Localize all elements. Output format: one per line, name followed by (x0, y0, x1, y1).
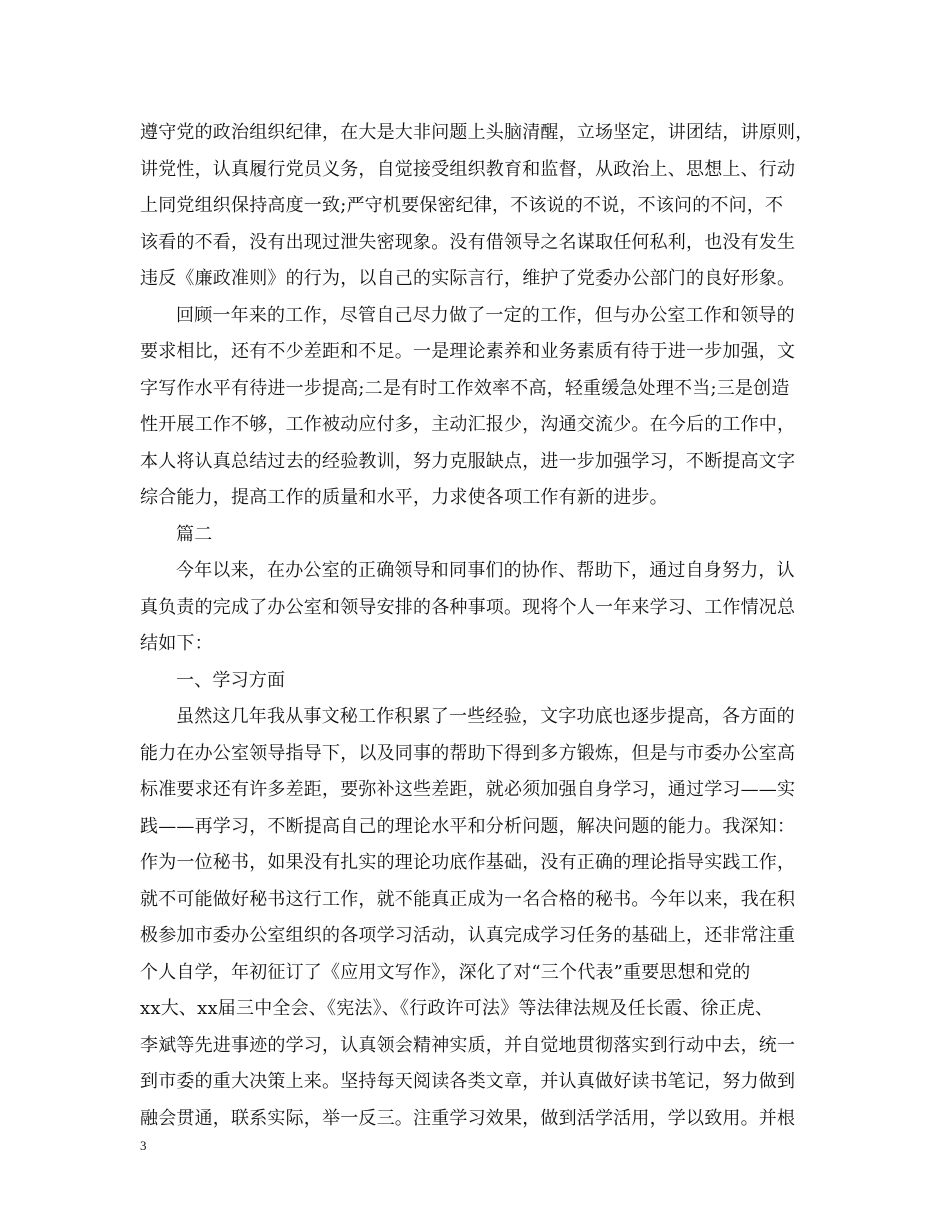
text-line: 个人自学，年初征订了《应用文写作》，深化了对“三个代表”重要思想和党的 (140, 961, 751, 983)
document-body (140, 115, 820, 1137)
text-line: 上同党组织保持高度一致;严守机要保密纪律，不该说的不说，不该问的不问，不 (140, 195, 784, 216)
text-line: 标准要求还有许多差距，要弥补这些差距，就必须加强自身学习，通过学习——实 (140, 779, 796, 800)
page-number: 3 (140, 1138, 147, 1153)
text-line: 回顾一年来的工作，尽管自己尽力做了一定的工作，但与办公室工作和领导的 (176, 304, 795, 326)
text-line: 能力在办公室领导指导下，以及同事的帮助下得到多方锻炼，但是与市委办公室高 (140, 742, 796, 764)
text-line: 讲党性，认真履行党员义务，自觉接受组织教育和监督，从政治上、思想上、行动 (140, 158, 796, 180)
text-line: 结如下： (140, 633, 213, 654)
text-line: 综合能力，提高工作的质量和水平，力求使各项工作有新的进步。 (140, 487, 668, 508)
text-line: 到市委的重大决策上来。坚持每天阅读各类文章，并认真做好读书笔记，努力做到 (140, 1071, 796, 1092)
text-line: 就不可能做好秘书这行工作，就不能真正成为一名合格的秘书。今年以来，我在积 (140, 888, 796, 910)
text-line: 李斌等先进事迹的学习，认真领会精神实质，并自觉地贯彻落实到行动中去，统一 (140, 1034, 796, 1056)
text-line: 违反《廉政准则》的行为，以自己的实际言行，维护了党委办公部门的良好形象。 (140, 268, 796, 289)
text-line: 一、学习方面 (176, 669, 286, 691)
text-line: 要求相比，还有不少差距和不足。一是理论素养和业务素质有待于进一步加强，文 (140, 341, 796, 362)
text-line: 践——再学习，不断提高自己的理论水平和分析问题，解决问题的能力。我深知： (140, 815, 796, 837)
text-line: 字写作水平有待进一步提高;二是有时工作效率不高，轻重缓急处理不当;三是创造 (140, 377, 790, 399)
text-line: 融会贯通，联系实际，举一反三。注重学习效果，做到活学活用，学以致用。并根 (140, 1107, 796, 1129)
text-line: 本人将认真总结过去的经验教训，努力克服缺点，进一步加强学习，不断提高文字 (140, 450, 796, 472)
text-line: 真负责的完成了办公室和领导安排的各种事项。现将个人一年来学习、工作情况总 (140, 596, 796, 618)
text-line: 该看的不看，没有出现过泄失密现象。没有借领导之名谋取任何私利，也没有发生 (140, 231, 796, 253)
text-line: 遵守党的政治组织纪律，在大是大非问题上头脑清醒，立场坚定，讲团结，讲原则， (140, 122, 814, 143)
text-line: 篇二 (176, 523, 213, 545)
text-line: xx大、xx届三中全会、《宪法》、《行政许可法》等法律法规及任长霞、徐正虎、 (140, 998, 774, 1019)
text-line: 极参加市委办公室组织的各项学习活动，认真完成学习任务的基础上，还非常注重 (140, 925, 796, 946)
text-line: 虽然这几年我从事文秘工作积累了一些经验，文字功底也逐步提高，各方面的 (176, 706, 795, 727)
text-line: 作为一位秘书，如果没有扎实的理论功底作基础，没有正确的理论指导实践工作， (140, 852, 796, 873)
text-line: 今年以来，在办公室的正确领导和同事们的协作、帮助下，通过自身努力，认 (176, 560, 795, 581)
text-line: 性开展工作不够，工作被动应付多，主动汇报少，沟通交流少。在今后的工作中， (140, 414, 796, 435)
